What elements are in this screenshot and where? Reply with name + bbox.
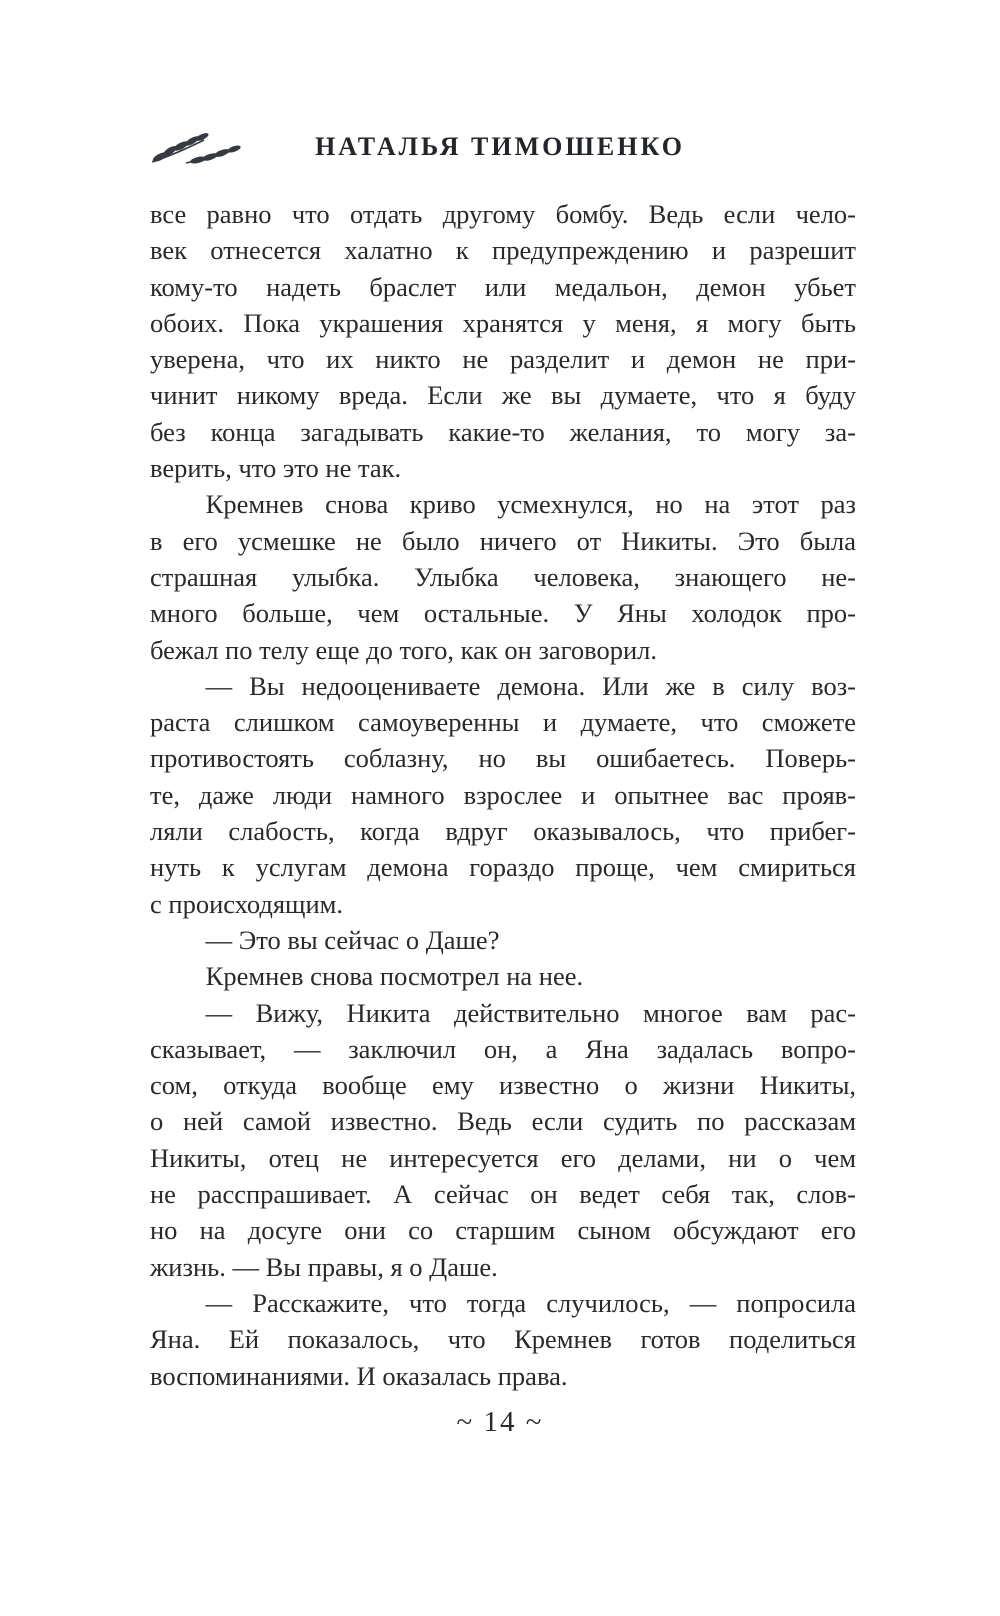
text-line: сказывает, — заключил он, а Яна задалась вопро- [150, 1033, 856, 1064]
text-line: в его усмешке не было ничего от Никиты. Это была [150, 525, 856, 556]
page-footer [0, 1406, 1000, 1439]
page-header [0, 128, 1000, 172]
text-line: без конца загадывать какие-то желания, то могу за- [150, 416, 856, 447]
text-line: о ней самой известно. Ведь если судить по рассказам [150, 1106, 856, 1137]
author-title: НАТАЛЬЯ ТИМОШЕНКО [315, 132, 685, 161]
paragraph [150, 1285, 856, 1394]
text-block [150, 196, 856, 1394]
text-line: — Это вы сейчас о Даше? [205, 924, 500, 955]
text-line: противостоять соблазну, но вы ошибаетесь. Поверь- [150, 743, 856, 774]
paragraph [150, 196, 856, 486]
text-line: но на досуге они со старшим сыном обсуждают его [150, 1215, 856, 1246]
text-line: все равно что отдать другому бомбу. Ведь если чело- [150, 199, 856, 229]
page-number: ~ 14 ~ [456, 1406, 544, 1438]
text-line: Кремнев снова посмотрел на нее. [205, 961, 584, 992]
text-line: жизнь. — Вы правы, я о Даше. [150, 1251, 498, 1282]
text-line: — Расскажите, что тогда случилось, — попросила [205, 1287, 856, 1318]
text-line: страшная улыбка. Улыбка человека, знающего не- [150, 561, 856, 592]
text-line: раста слишком самоуверенны и думаете, что сможете [150, 707, 856, 738]
paragraph [150, 958, 856, 994]
text-line: — Вы недооцениваете демона. Или же в силу воз- [205, 670, 856, 701]
paragraph [150, 995, 856, 1285]
text-line: ляли слабость, когда вдруг оказывалось, что прибег- [150, 816, 856, 847]
text-line: сом, откуда вообще ему известно о жизни Никиты, [150, 1070, 856, 1101]
paragraph [150, 486, 856, 667]
text-line: век отнесется халатно к предупреждению и разрешит [150, 235, 856, 266]
text-line: с происходящим. [150, 888, 344, 919]
text-line: воспоминаниями. И оказалась права. [150, 1360, 568, 1391]
text-line: обоих. Пока украшения хранятся у меня, я могу быть [150, 307, 856, 338]
text-line: — Вижу, Никита действительно многое вам рас- [205, 997, 856, 1028]
text-line: верить, что это не так. [150, 453, 402, 484]
text-line: Никиты, отец не интересуется его делами, ни о чем [150, 1142, 856, 1173]
text-line: нуть к услугам демона гораздо проще, чем смириться [150, 852, 856, 883]
text-line: бежал по телу еще до того, как он заговорил. [150, 634, 657, 665]
text-line: Кремнев снова криво усмехнулся, но на этот раз [205, 489, 856, 520]
text-line: не расспрашивает. А сейчас он ведет себя так, слов- [150, 1179, 856, 1210]
paragraph [150, 922, 856, 958]
paragraph [150, 668, 856, 922]
text-line: кому-то надеть браслет или медальон, демон убьет [150, 271, 856, 302]
text-line: Яна. Ей показалось, что Кремнев готов поделиться [150, 1324, 856, 1355]
text-line: много больше, чем остальные. У Яны холодок про- [150, 598, 856, 629]
text-line: уверена, что их никто не разделит и демон не при- [150, 344, 856, 375]
text-line: те, даже люди намного взрослее и опытнее вас прояв- [150, 779, 856, 810]
text-line: чинит никому вреда. Если же вы думаете, что я буду [150, 380, 856, 411]
